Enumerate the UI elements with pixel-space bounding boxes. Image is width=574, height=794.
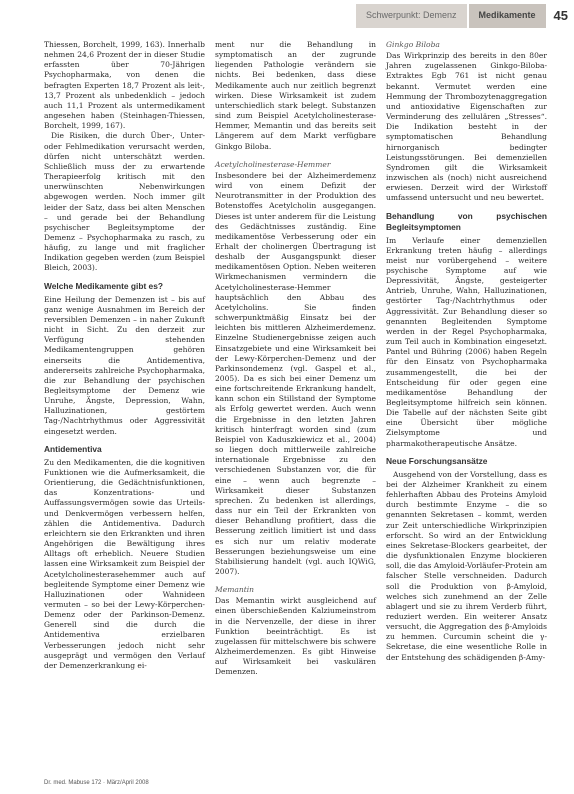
page-header xyxy=(356,4,574,28)
section-heading: Welche Medikamente gibt es? xyxy=(44,280,163,291)
paragraph: Ausgehend von der Vorstellung, dass es bei der Alzheimer Krankheit zu einem fehlerhaften Abbau des Proteins Amyloid durch bestimmte Enzyme – die so genannten Sekretasen – kommt, werden zur Zeit unterschiedliche Wirkprinzipien erforscht. So wird an der Entwicklung eines Sekretase-Blockers gearbeitet, der die dysfunktionalen Enzyme blockieren soll, die das Amyloid-Vorläufer-Protein am falscher Stelle verschneiden. Dadurch soll die Produktion von β-Amyloid, welches sich zunehmend an der Zelle ablagert und sie zu ihrem Verderb führt, reduziert werden. Ein weiterer Ansatz versucht, die Aggregation des β-Amyloids zu hemmen. Curcumin scheint die γ-Sekretase, die eine wesentliche Rolle in der Entstehung des schädigenden β-Amy- xyxy=(386,469,547,662)
text-column-3 xyxy=(386,40,547,663)
page-number: 45 xyxy=(553,8,568,23)
subheading: Ginkgo Biloba xyxy=(386,40,440,49)
paragraph: Die Risiken, die durch Über-, Unter- oder Fehlmedikation verursacht werden, dürfen nicht unterschätzt werden. Schließlich muss der zu erwartende Therapieerfolg kritisch mit den unerwünschten Nebenwirkungen abgewogen werden. Noch immer gilt leider der Satz, dass bei alten Menschen – und gerade bei der Behandlung psychischer Begleitsymptome der Demenz – Psychopharmaka zu rasch, zu häufig, zu lange und mit fraglicher Indikation gegeben werden (zum Beispiel Bleich, 2003). xyxy=(44,131,205,273)
category-tab: Medikamente xyxy=(469,4,546,28)
text-column-2 xyxy=(215,40,376,678)
paragraph: Zu den Medikamenten, die die kognitiven Funktionen wie die Aufmerksamkeit, die Orientierung, die Gedächtnisfunktionen, das Konzentrations- und Auffassungsvermögen sowie das Urteils- und Denkvermögen verbessern helfen, zählen die Antidementiva. Dadurch erleichtern sie den Erkrankten und ihren Angehörigen die Bewältigung ihres Alltags oft erheblich. Neuere Studien lassen eine Wirksamkeit zum Beispiel der Acetylcholinesterasehemmer auch auf begleitende Symptome einer Demenz wie Halluzinationen oder Wahnideen vermuten – so bei der Lewy-Körperchen-Demenz oder der Parkinson-Demenz. Generell sind die durch die Antidementiva erzielbaren Verbesserungen jedoch nicht sehr ausgeprägt und vermögen den Verlauf der Demenzerkrankung ei- xyxy=(44,457,205,670)
paragraph: Insbesondere bei der Alzheimerdemenz wird von einem Defizit der Neurotransmitter in der Produktion des Botenstoffes Acetylcholin ausgegangen. Dieses ist unter anderem für die Leistung des Gedächtnisses zuständig. Eine medikamentöse Verbesserung oder ein Erhalt der cholinergen Übertragung ist deshalb der Ausgangspunkt dieser medikamentösen Option. Neben weiteren Wirkmechanismen vermindern die Acetylcholinesterase-Hemmer hauptsächlich den Abbau des Acetylcholins. Sie finden schwerpunktmäßig Einsatz bei der leichten bis mittleren Alzheimerdemenz. Einzelne Studienergebnisse zeigen auch Einsatzgebiete und eine Wirksamkeit bei der Lewy-Körperchen-Demenz und der Parkinsondemenz (vgl. Gaspel et al., 2005). Da es sich bei einer Demenz um eine fortschreitende Erkrankung handelt, kann schon ein Stillstand der Symptome als Erfolg gewertet werden. Auch wenn die Ergebnisse in den letzten Jahren kritisch hinterfragt worden sind (zum Beispiel von Kaduszkiewicz et al., 2004) so liegen doch mittlerweile zahlreiche internationale Ergebnisse zu den verschiedenen Substanzen vor, die für eine – wenn auch begrenzte – Wirksamkeit dieser Substanzen sprechen. Zu bedenken ist allerdings, dass nur ein Teil der Erkrankten von dieser Behandlung profitiert, dass die Besserung zeitlich limitiert ist und dass es sich nur um relativ moderate Besserungen beziehungsweise um eine Stabilisierung handelt (vgl. auch IQWiG, 2007). xyxy=(215,170,376,576)
section-heading: Neue Forschungsansätze xyxy=(386,455,488,466)
paragraph: Das Memantin wirkt ausgleichend auf einen überschießenden Kalziumeinstrom in die Nervenzelle, der diese in ihrer Funktion beeinträchtigt. Es ist zugelassen für mittelschwere bis schwere Alzheimerdemenzen. Es gibt Hinweise auf Wirksamkeit bei vaskulären Demenzen. xyxy=(215,596,376,677)
paragraph: Das Wirkprinzip des bereits in den 80er Jahren zugelassenen Ginkgo-Biloba-Extraktes Egb 761 ist nicht genau bekannt. Vermutet werden eine Hemmung der Thrombozytenaggregation und antioxidative Eigenschaften zur Verminderung des zellulären „Stresses“. Die Indikation besteht in der symptomatischen Behandlung hirnorganisch bedingter Leistungsstörungen. Bei demenziellen Syndromen gilt die Wirksamkeit inzwischen als (noch) nicht ausreichend erwiesen. Derzeit wird der Wirkstoff umfassend untersucht und neu bewertet. xyxy=(386,51,547,203)
text-column-1 xyxy=(44,40,205,671)
paragraph: Thiessen, Borchelt, 1999, 163). Innerhalb nehmen 24,6 Prozent der in dieser Studie erfassten über 70-Jährigen Psychopharmaka, von denen die befragten Experten 18,7 Prozent als leit-, 13,7 Prozent als unbedenklich – jedoch auch 11,1 Prozent als untermedikament angesehen haben (Steinhagen-Thiessen, Borchelt, 1999, 167). xyxy=(44,40,205,131)
section-heading: Antidementiva xyxy=(44,443,102,454)
subheading: Acetylcholinesterase-Hemmer xyxy=(215,159,331,169)
section-heading: Behandlung von psychischen Begleitsymptomen xyxy=(386,210,547,232)
subheading: Memantin xyxy=(215,585,255,595)
paragraph: Im Verlaufe einer demenziellen Erkrankung treten häufig – allerdings meist nur vorübergehend – weitere psychische Symptome auf wie Depressivität, Ängste, gesteigerter Antrieb, Unruhe, Wahn, Halluzinationen, gestörter Tag-/Nachtrhythmus oder Aggressivität. Zur Behandlung dieser so genannten Begleitenden Symptome werden in der Regel Psychopharmaka, zum Teil auch in Kombination eingesetzt. Pantel und Bühring (2006) haben Regeln für den Einsatz von Psychopharmaka zusammengestellt, die bei der Entscheidung für oder gegen eine medikamentöse Behandlung der Begleitsymptome hilfreich sein können. Die Tabelle auf der nächsten Seite gibt eine Übersicht über mögliche Zielsymptome und pharmakotherapeutische Ansätze. xyxy=(386,235,547,448)
paragraph: ment nur die Behandlung in symptomatisch an der zugrunde liegenden Pathologie verändern sie nichts. Bei bedenken, dass diese Medikamente auch nur zeitlich begrenzt wirken. Diese Wirksamkeit ist zudem unterschiedlich stark belegt. Substanzen sind zum Beispiel Acetylcholinesterase-Hemmer, Memantin und das bereits seit Längerem auf dem Markt verfügbare Ginkgo Biloba. xyxy=(215,40,376,151)
page-footer: Dr. med. Mabuse 172 · März/April 2008 xyxy=(44,780,149,786)
paragraph: Eine Heilung der Demenzen ist – bis auf ganz wenige Ausnahmen im Bereich der reversiblen Demenzen – in naher Zukunft nicht in Sicht. Zu den derzeit zur Verfügung stehenden Medikamentengruppen gehören einerseits die Antidementiva, andererseits zahlreiche Psychopharmaka, die zur Behandlung der psychischen Begleitsymptome der Demenz wie Unruhe, Ängste, Depression, Wahn, Halluzinationen, gestörtem Tag-/Nachtrhythmus oder Aggressivität eingesetzt werden. xyxy=(44,294,205,436)
section-tab: Schwerpunkt: Demenz xyxy=(356,4,467,28)
